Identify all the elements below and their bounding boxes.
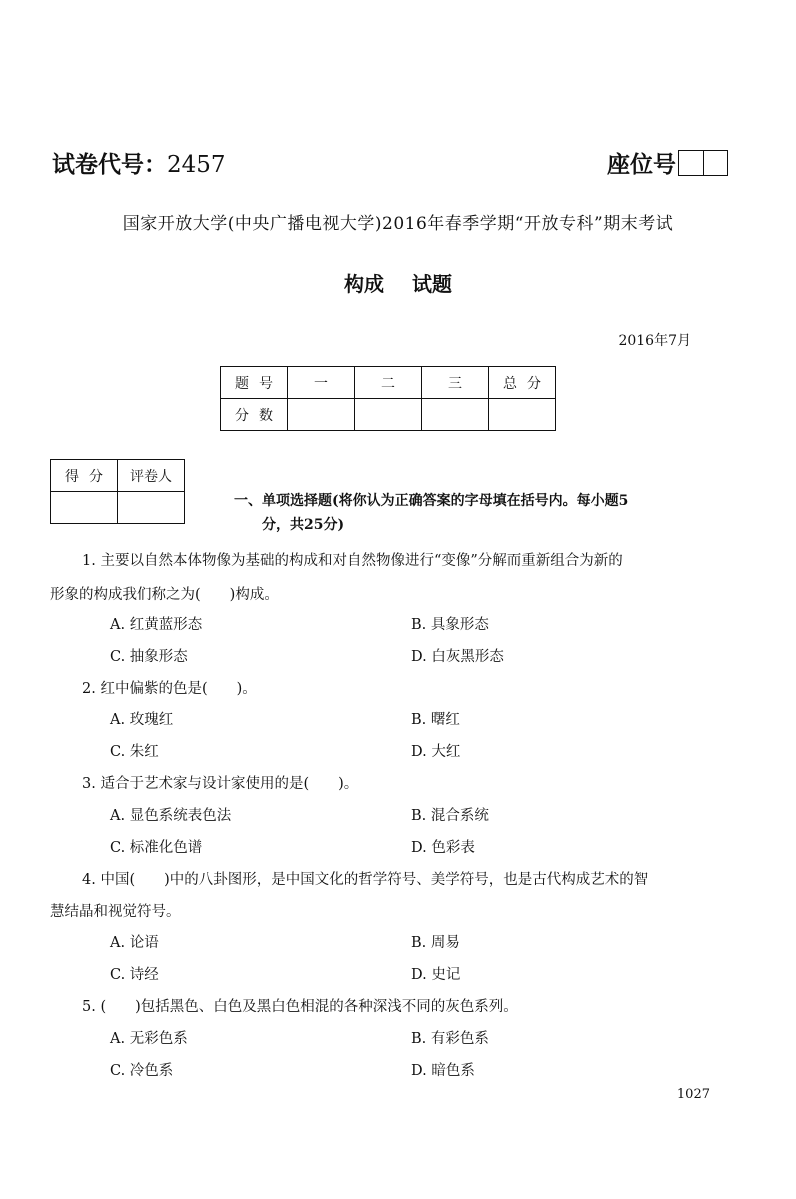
grader-entry-cell — [51, 492, 118, 524]
seat-label: 座位号 — [607, 152, 676, 178]
score-table-cell: 三 — [422, 367, 489, 399]
section-heading-line2: 分，共25分) — [262, 517, 345, 533]
seat-box — [703, 151, 727, 175]
exam-kind: 试题 — [412, 272, 452, 296]
score-table — [220, 366, 556, 431]
page-number: 1027 — [676, 1087, 710, 1102]
paper-code-label: 试卷代号： — [52, 152, 167, 178]
exam-subject: 构成 — [344, 272, 384, 296]
score-table-cell: 分数 — [221, 399, 288, 431]
grader-table-cell: 得分 — [51, 460, 118, 492]
question-4-stem-cont: 慧结晶和视觉符号。 — [50, 904, 181, 920]
question-5-option-c: C. 冷色系 — [110, 1063, 174, 1079]
question-5-option-d: D. 暗色系 — [411, 1063, 475, 1079]
score-table-cell: 题号 — [221, 367, 288, 399]
seat-number — [607, 146, 728, 179]
score-entry-cell — [355, 399, 422, 431]
grader-table-header-row — [51, 460, 185, 492]
question-3-option-a: A. 显色系统表色法 — [110, 808, 232, 824]
question-1-stem: 1. 主要以自然本体物像为基础的构成和对自然物像进行“变像”分解而重新组合为新的 — [82, 553, 623, 569]
paper-code — [52, 146, 226, 179]
question-4-option-b: B. 周易 — [411, 935, 460, 951]
grader-entry-cell — [118, 492, 185, 524]
question-3-option-b: B. 混合系统 — [411, 808, 489, 824]
question-1-option-d: D. 白灰黑形态 — [411, 649, 504, 665]
seat-box — [679, 151, 703, 175]
question-2-option-c: C. 朱红 — [110, 744, 159, 760]
question-4-stem: 4. 中国( )中的八卦图形，是中国文化的哲学符号、美学符号，也是古代构成艺术的智 — [82, 872, 649, 888]
paper-code-value: 2457 — [167, 152, 226, 178]
score-table-cell: 总分 — [489, 367, 556, 399]
score-entry-cell — [489, 399, 556, 431]
question-4-option-c: C. 诗经 — [110, 967, 159, 983]
question-3-option-c: C. 标准化色谱 — [110, 840, 203, 856]
question-3-option-d: D. 色彩表 — [411, 840, 475, 856]
question-5-option-b: B. 有彩色系 — [411, 1031, 489, 1047]
question-2-option-d: D. 大红 — [411, 744, 461, 760]
question-2-stem: 2. 红中偏紫的色是( )。 — [82, 681, 257, 697]
grader-table — [50, 459, 185, 524]
question-5-stem: 5. ( )包括黑色、白色及黑白色相混的各种深浅不同的灰色系列。 — [82, 999, 518, 1015]
question-2-option-b: B. 曙红 — [411, 712, 460, 728]
question-4-option-a: A. 论语 — [110, 935, 159, 951]
score-entry-cell — [288, 399, 355, 431]
school-line: 国家开放大学(中央广播电视大学)2016年春季学期“开放专科”期末考试 — [122, 214, 674, 234]
score-table-header-row — [221, 367, 556, 399]
score-entry-cell — [422, 399, 489, 431]
score-table-cell: 一 — [288, 367, 355, 399]
question-3-stem: 3. 适合于艺术家与设计家使用的是( )。 — [82, 776, 359, 792]
question-1-option-b: B. 具象形态 — [411, 617, 489, 633]
exam-title — [0, 268, 796, 297]
question-5-option-a: A. 无彩色系 — [110, 1031, 188, 1047]
section-heading-line1: 一、单项选择题(将你认为正确答案的字母填在括号内。每小题5 — [234, 493, 629, 509]
seat-number-boxes — [678, 150, 728, 176]
exam-date: 2016年7月 — [618, 333, 691, 349]
grader-table-entry-row — [51, 492, 185, 524]
question-2-option-a: A. 玫瑰红 — [110, 712, 174, 728]
grader-table-cell: 评卷人 — [118, 460, 185, 492]
question-1-stem-cont: 形象的构成我们称之为( )构成。 — [50, 587, 279, 603]
question-4-option-d: D. 史记 — [411, 967, 461, 983]
question-1-option-a: A. 红黄蓝形态 — [110, 617, 203, 633]
score-table-score-row — [221, 399, 556, 431]
score-table-cell: 二 — [355, 367, 422, 399]
question-1-option-c: C. 抽象形态 — [110, 649, 188, 665]
